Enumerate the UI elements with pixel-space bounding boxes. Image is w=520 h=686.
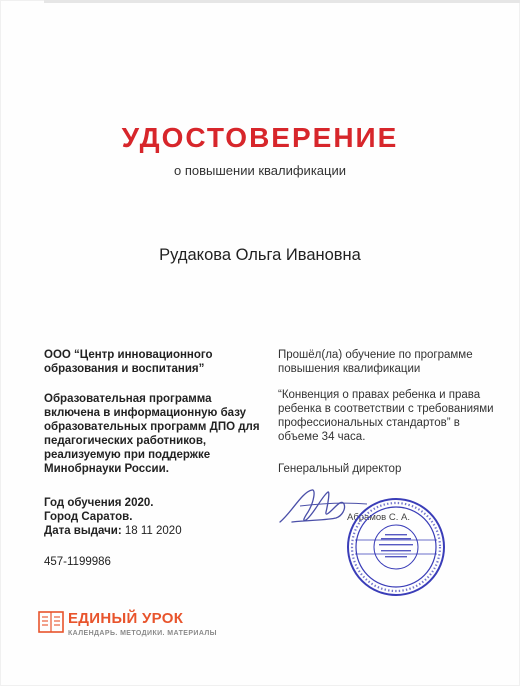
completed-training-text: Прошёл(ла) обучение по программе повышения квалификации bbox=[278, 349, 473, 375]
edinyi-urok-logo-icon bbox=[38, 610, 64, 634]
right-column bbox=[278, 348, 498, 476]
registration-number: 457-1199986 bbox=[44, 556, 111, 568]
certificate-title: УДОСТОВЕРЕНИЕ bbox=[121, 122, 399, 153]
logo-tagline: КАЛЕНДАРЬ. МЕТОДИКИ. МАТЕРИАЛЫ bbox=[68, 630, 217, 637]
recipient-name: Рудакова Ольга Ивановна bbox=[159, 246, 361, 264]
certificate-subtitle: о повышении квалификации bbox=[174, 163, 346, 178]
director-name: Абрамов С. А. bbox=[347, 512, 410, 523]
top-stripe bbox=[44, 0, 520, 3]
issue-date bbox=[44, 524, 262, 538]
program-title: “Конвенция о правах ребенка и права ребенка в соответствии с требованиями профессиональных стандартов” в объеме 34 часа. bbox=[278, 389, 494, 443]
logo-title: ЕДИНЫЙ УРОК bbox=[68, 610, 184, 627]
study-city: Город Саратов. bbox=[44, 511, 133, 523]
left-column bbox=[44, 348, 262, 569]
issue-date-label: Дата выдачи: bbox=[44, 525, 122, 537]
issue-date-value: 18 11 2020 bbox=[121, 525, 182, 537]
program-note: Образовательная программа включена в информационную базу образовательных программ ДПО для педагогических работников, реализуемую при поддержке Минобрнауки России. bbox=[44, 393, 260, 475]
organization-name: ООО “Центр инновационного образования и воспитания” bbox=[44, 349, 213, 375]
organization-stamp bbox=[345, 496, 447, 598]
director-title: Генеральный директор bbox=[278, 463, 402, 475]
study-year: Год обучения 2020. bbox=[44, 497, 154, 509]
